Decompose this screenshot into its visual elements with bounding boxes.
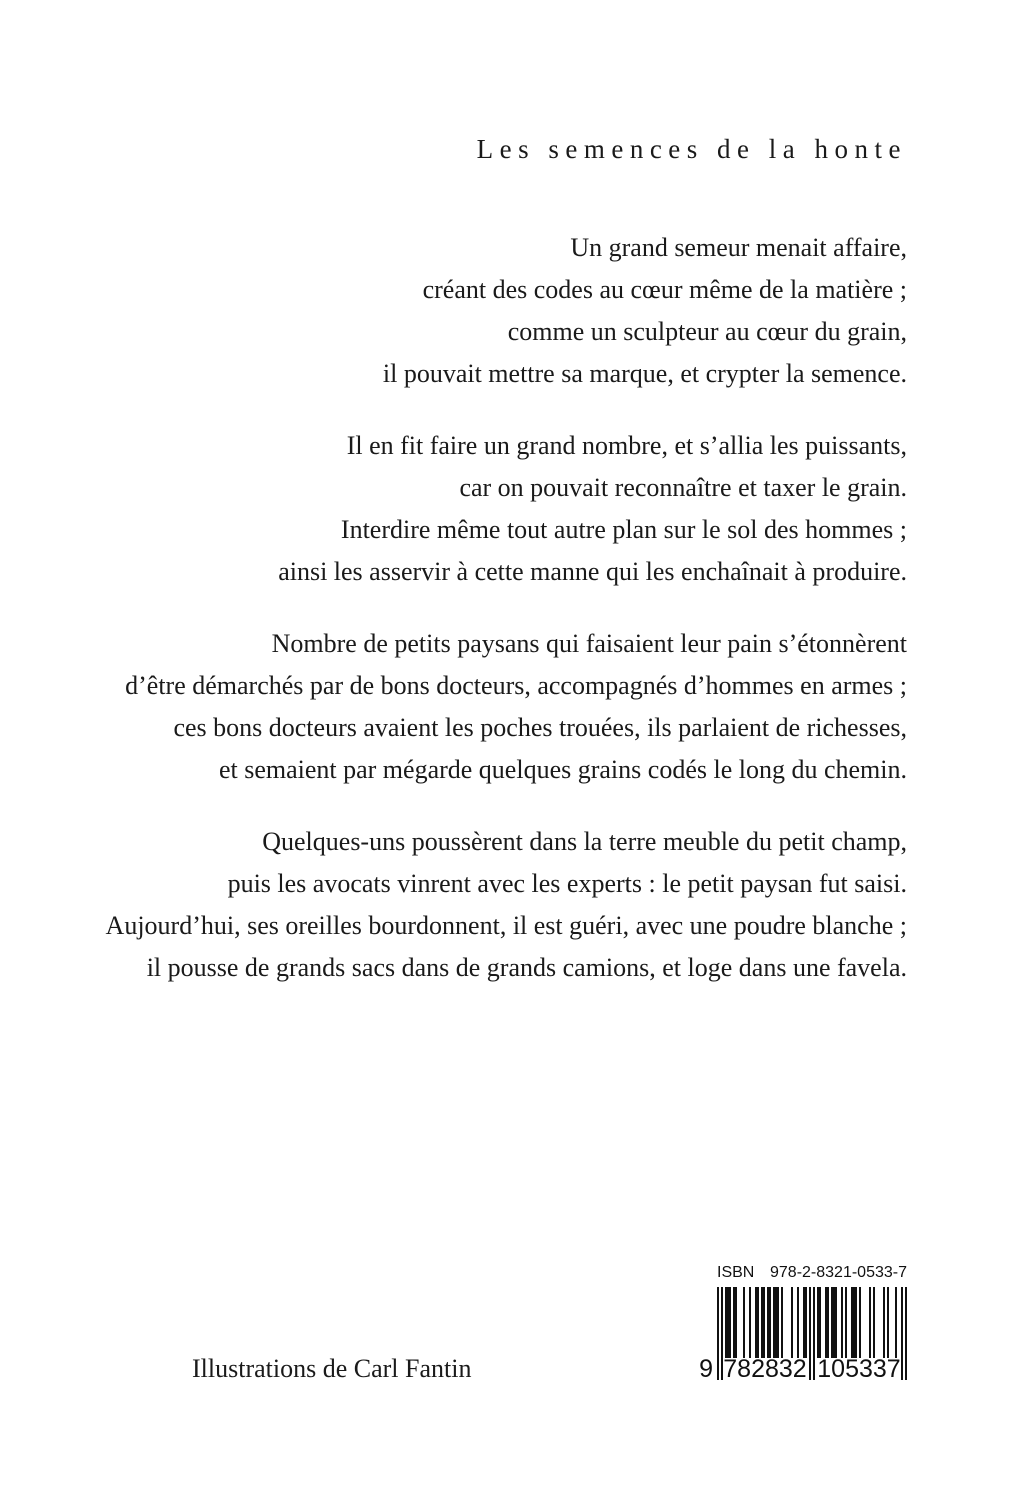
barcode-digit-left-group: 782832 — [723, 1355, 807, 1383]
ean13-barcode — [699, 1287, 907, 1383]
stanza-3 — [40, 623, 907, 791]
poem-line: puis les avocats vinrent avec les experts : le petit paysan fut saisi. — [227, 869, 907, 898]
poem-line: Aujourd’hui, ses oreilles bourdonnent, il est guéri, avec une poudre blanche ; — [105, 911, 907, 940]
poem-line: ces bons docteurs avaient les poches trouées, ils parlaient de richesses, — [173, 713, 907, 742]
poem-line: et semaient par mégarde quelques grains codés le long du chemin. — [218, 755, 907, 784]
poem-line: Un grand semeur menait affaire, — [570, 233, 907, 262]
poem-line: Interdire même tout autre plan sur le sol des hommes ; — [340, 515, 907, 544]
poem-line: il pouvait mettre sa marque, et crypter la semence. — [382, 359, 907, 388]
isbn-label: ISBN — [717, 1264, 755, 1281]
stanza-4 — [40, 821, 907, 989]
barcode-digit-right-group: 105337 — [817, 1355, 901, 1383]
stanza-1 — [40, 227, 907, 395]
poem-line: Nombre de petits paysans qui faisaient leur pain s’étonnèrent — [271, 629, 907, 658]
poem-line: d’être démarchés par de bons docteurs, accompagnés d’hommes en armes ; — [125, 671, 907, 700]
barcode-digit-first: 9 — [699, 1355, 713, 1383]
poem-title: Les semences de la honte — [476, 134, 907, 164]
poem-line: Il en fit faire un grand nombre, et s’allia les puissants, — [346, 431, 907, 460]
poem-line: Quelques-uns poussèrent dans la terre meuble du petit champ, — [262, 827, 907, 856]
isbn-number: 978-2-8321-0533-7 — [770, 1264, 907, 1281]
isbn-block — [699, 1263, 907, 1383]
stanza-2 — [40, 425, 907, 593]
isbn-line — [717, 1263, 907, 1283]
illustrator-credit: Illustrations de Carl Fantin — [192, 1354, 472, 1383]
poem-line: ainsi les asservir à cette manne qui les enchaînait à produire. — [278, 557, 907, 586]
poem-line: car on pouvait reconnaître et taxer le grain. — [459, 473, 907, 502]
poem-line: créant des codes au cœur même de la matière ; — [422, 275, 907, 304]
poem-line: comme un sculpteur au cœur du grain, — [507, 317, 907, 346]
poem — [40, 136, 907, 989]
poem-line: il pousse de grands sacs dans de grands camions, et loge dans une favela. — [146, 953, 907, 982]
